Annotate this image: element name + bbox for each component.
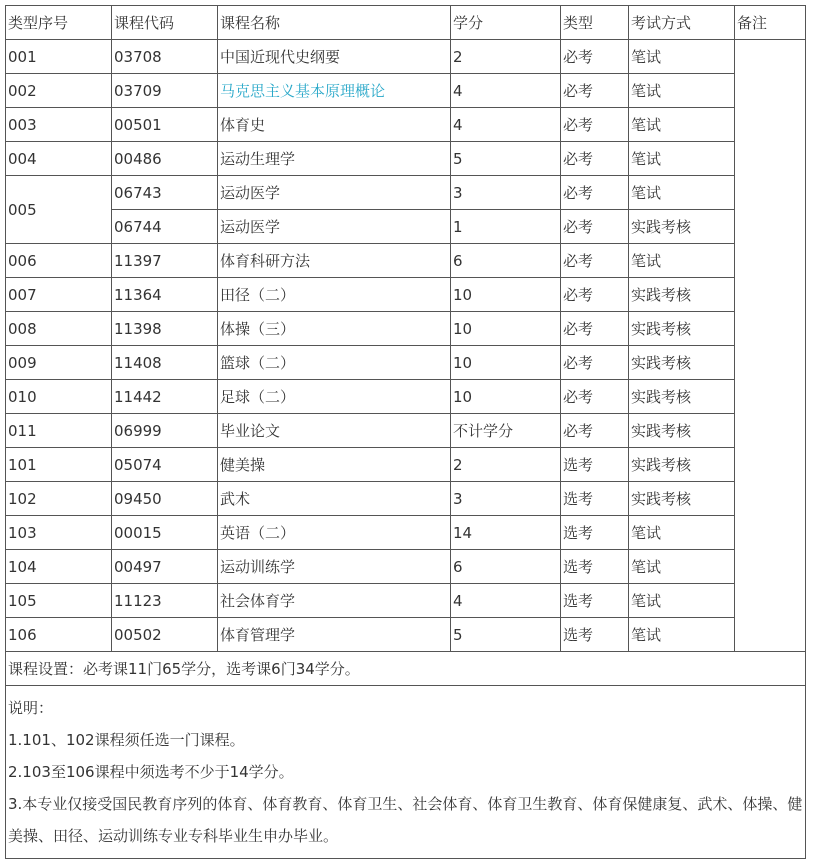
cell-credit: 6 [451,244,561,278]
table-row [6,312,806,346]
cell-name: 田径（二） [218,278,451,312]
cell-type: 必考 [561,414,629,448]
header-credit: 学分 [451,6,561,40]
cell-code: 09450 [112,482,218,516]
cell-exam: 实践考核 [629,448,735,482]
table-row [6,210,806,244]
cell-type: 选考 [561,448,629,482]
course-name-link[interactable]: 马克思主义基本原理概论 [220,81,386,100]
cell-exam: 笔试 [629,516,735,550]
notes-cell [6,686,806,859]
cell-seq: 103 [6,516,112,550]
cell-name: 篮球（二） [218,346,451,380]
cell-seq: 004 [6,142,112,176]
cell-type: 必考 [561,176,629,210]
cell-exam: 笔试 [629,550,735,584]
cell-seq: 003 [6,108,112,142]
cell-credit: 不计学分 [451,414,561,448]
cell-type: 必考 [561,74,629,108]
cell-credit: 10 [451,278,561,312]
cell-type: 选考 [561,618,629,652]
cell-exam: 实践考核 [629,278,735,312]
cell-name: 社会体育学 [218,584,451,618]
cell-seq: 010 [6,380,112,414]
cell-exam: 笔试 [629,176,735,210]
cell-credit: 4 [451,584,561,618]
cell-type: 必考 [561,380,629,414]
table-row [6,618,806,652]
cell-name: 体育管理学 [218,618,451,652]
cell-exam: 笔试 [629,244,735,278]
cell-name: 武术 [218,482,451,516]
cell-code: 11123 [112,584,218,618]
cell-seq: 002 [6,74,112,108]
cell-type: 必考 [561,312,629,346]
cell-credit: 6 [451,550,561,584]
cell-type: 必考 [561,40,629,74]
cell-type: 选考 [561,516,629,550]
cell-credit: 1 [451,210,561,244]
header-seq: 类型序号 [6,6,112,40]
cell-seq: 005 [6,176,112,244]
cell-type: 必考 [561,210,629,244]
table-row [6,74,806,108]
cell-seq: 001 [6,40,112,74]
cell-name: 健美操 [218,448,451,482]
cell-exam: 笔试 [629,618,735,652]
course-summary: 课程设置：必考课11门65学分，选考课6门34学分。 [6,652,806,686]
cell-code: 03708 [112,40,218,74]
cell-name: 体育史 [218,108,451,142]
header-type: 类型 [561,6,629,40]
cell-name: 运动医学 [218,176,451,210]
cell-exam: 笔试 [629,40,735,74]
cell-credit: 10 [451,380,561,414]
cell-type: 必考 [561,346,629,380]
cell-credit: 2 [451,40,561,74]
cell-seq: 011 [6,414,112,448]
cell-seq: 007 [6,278,112,312]
table-row [6,108,806,142]
cell-name: 体操（三） [218,312,451,346]
cell-exam: 笔试 [629,584,735,618]
table-row [6,176,806,210]
cell-seq: 104 [6,550,112,584]
cell-name: 体育科研方法 [218,244,451,278]
cell-seq: 106 [6,618,112,652]
cell-credit: 14 [451,516,561,550]
cell-exam: 实践考核 [629,210,735,244]
cell-code: 11408 [112,346,218,380]
cell-seq: 102 [6,482,112,516]
cell-credit: 2 [451,448,561,482]
table-row [6,346,806,380]
table-row [6,448,806,482]
cell-credit: 10 [451,312,561,346]
cell-code: 00501 [112,108,218,142]
cell-seq: 009 [6,346,112,380]
cell-exam: 笔试 [629,142,735,176]
cell-exam: 实践考核 [629,380,735,414]
cell-type: 必考 [561,244,629,278]
header-exam: 考试方式 [629,6,735,40]
cell-credit: 5 [451,142,561,176]
header-remark: 备注 [735,6,806,40]
cell-type: 必考 [561,108,629,142]
cell-name: 英语（二） [218,516,451,550]
table-row [6,584,806,618]
cell-exam: 实践考核 [629,414,735,448]
notes-row [6,686,806,859]
table-row [6,40,806,74]
cell-seq: 006 [6,244,112,278]
cell-exam: 实践考核 [629,346,735,380]
cell-name: 毕业论文 [218,414,451,448]
table-row [6,278,806,312]
cell-type: 选考 [561,550,629,584]
cell-credit: 10 [451,346,561,380]
cell-code: 00497 [112,550,218,584]
cell-code: 06999 [112,414,218,448]
cell-code: 00015 [112,516,218,550]
table-row [6,516,806,550]
table-row [6,414,806,448]
cell-code: 11442 [112,380,218,414]
cell-code: 05074 [112,448,218,482]
cell-name: 运动医学 [218,210,451,244]
cell-credit: 3 [451,482,561,516]
remark-cell [735,40,806,652]
cell-code: 11364 [112,278,218,312]
cell-exam: 实践考核 [629,482,735,516]
cell-exam: 笔试 [629,108,735,142]
cell-code: 11397 [112,244,218,278]
cell-name: 运动训练学 [218,550,451,584]
cell-code: 06744 [112,210,218,244]
note-line-3: 3.本专业仅接受国民教育序列的体育、体育教育、体育卫生、社会体育、体育卫生教育、体育保健康复、武术、体操、健美操、田径、运动训练专业专科毕业生申办毕业。 [8,795,803,845]
notes-title: 说明： [8,699,54,717]
table-row [6,244,806,278]
cell-name: 足球（二） [218,380,451,414]
course-table [5,5,806,859]
cell-credit: 4 [451,74,561,108]
cell-name: 运动生理学 [218,142,451,176]
table-row [6,380,806,414]
cell-code: 06743 [112,176,218,210]
cell-type: 必考 [561,142,629,176]
cell-seq: 101 [6,448,112,482]
table-row [6,142,806,176]
cell-type: 选考 [561,584,629,618]
cell-credit: 5 [451,618,561,652]
cell-exam: 实践考核 [629,312,735,346]
cell-seq: 105 [6,584,112,618]
cell-type: 必考 [561,278,629,312]
cell-credit: 4 [451,108,561,142]
table-row [6,482,806,516]
note-line-2: 2.103至106课程中须选考不少于14学分。 [8,763,294,781]
note-line-1: 1.101、102课程须任选一门课程。 [8,731,245,749]
cell-type: 选考 [561,482,629,516]
table-row [6,550,806,584]
cell-code: 03709 [112,74,218,108]
cell-code: 00502 [112,618,218,652]
cell-name: 中国近现代史纲要 [218,40,451,74]
cell-code: 11398 [112,312,218,346]
cell-credit: 3 [451,176,561,210]
header-name: 课程名称 [218,6,451,40]
cell-exam: 笔试 [629,74,735,108]
cell-seq: 008 [6,312,112,346]
cell-name [218,74,451,108]
summary-row [6,652,806,686]
header-code: 课程代码 [112,6,218,40]
cell-code: 00486 [112,142,218,176]
header-row [6,6,806,40]
